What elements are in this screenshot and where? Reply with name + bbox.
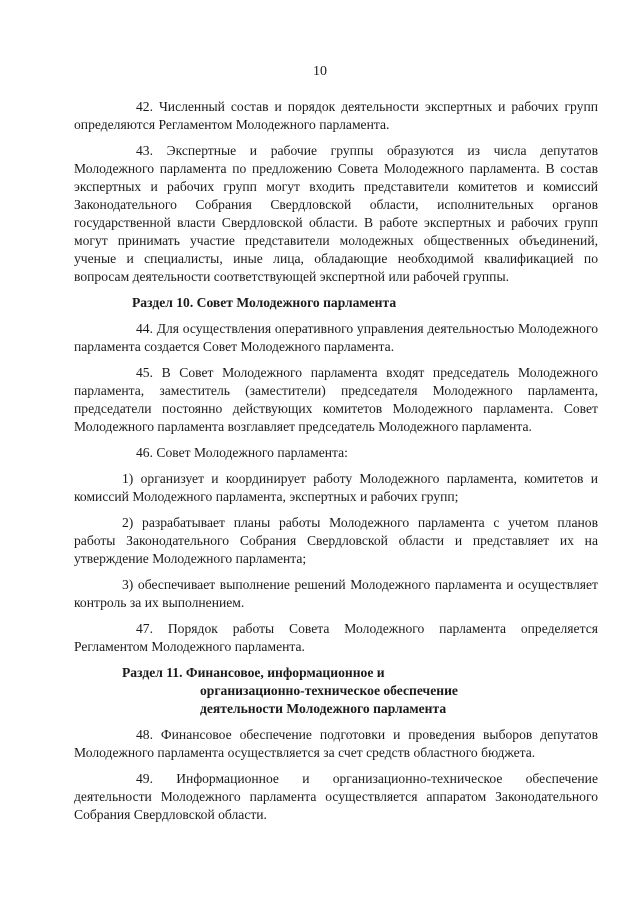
- paragraph-46: 46. Совет Молодежного парламента:: [136, 445, 348, 460]
- section-10-heading: Раздел 10. Совет Молодежного парламента: [132, 295, 397, 310]
- section-11-heading-line-3: деятельности Молодежного парламента: [200, 701, 447, 716]
- paragraph-45: 45. В Совет Молодежного парламента входят председатель Молодежного парламента, заместитель (заместители) председателя Молодежного парламента, председатели постоянно действующих комитетов Молодежного парламента. Совет Молодежного парламента возглавляет председатель Молодежного парламента.: [74, 365, 598, 434]
- paragraph-46-item-1: 1) организует и координирует работу Молодежного парламента, комитетов и комиссий Молодежного парламента, экспертных и рабочих групп;: [74, 471, 598, 504]
- paragraph-47: 47. Порядок работы Совета Молодежного парламента определяется Регламентом Молодежного парламента.: [74, 621, 598, 654]
- document-body: [74, 98, 598, 832]
- section-11-heading: [74, 664, 598, 718]
- paragraph-48: 48. Финансовое обеспечение подготовки и проведения выборов депутатов Молодежного парламента осуществляется за счет средств областного бюджета.: [74, 727, 598, 760]
- paragraph-46-item-2: 2) разрабатывает планы работы Молодежного парламента с учетом планов работы Законодательного Собрания Свердловской области и представляет их на утверждение Молодежного парламента;: [74, 515, 598, 566]
- page-number: 10: [313, 64, 327, 79]
- section-11-heading-line-2: организационно-техническое обеспечение: [200, 683, 458, 698]
- paragraph-43: 43. Экспертные и рабочие группы образуются из числа депутатов Молодежного парламента по предложению Совета Молодежного парламента. В состав экспертных и рабочих групп могут входить представители комитетов и комиссий Законодательного Собрания Свердловской области, исполнительных органов государственной власти Свердловской области. В работе экспертных и рабочих групп могут принимать участие представители молодежных общественных объединений, ученые и специалисты, иные лица, обладающие необходимой квалификацией по вопросам деятельности соответствующей экспертной или рабочей группы.: [74, 143, 598, 284]
- section-11-heading-line-1: Раздел 11. Финансовое, информационное и: [122, 665, 385, 680]
- paragraph-49: 49. Информационное и организационно-техническое обеспечение деятельности Молодежного парламента осуществляется аппаратом Законодательного Собрания Свердловской области.: [74, 771, 598, 822]
- paragraph-44: 44. Для осуществления оперативного управления деятельностью Молодежного парламента создается Совет Молодежного парламента.: [74, 321, 598, 354]
- paragraph-46-item-3: 3) обеспечивает выполнение решений Молодежного парламента и осуществляет контроль за их выполнением.: [74, 577, 598, 610]
- paragraph-42: 42. Численный состав и порядок деятельности экспертных и рабочих групп определяются Регламентом Молодежного парламента.: [74, 99, 598, 132]
